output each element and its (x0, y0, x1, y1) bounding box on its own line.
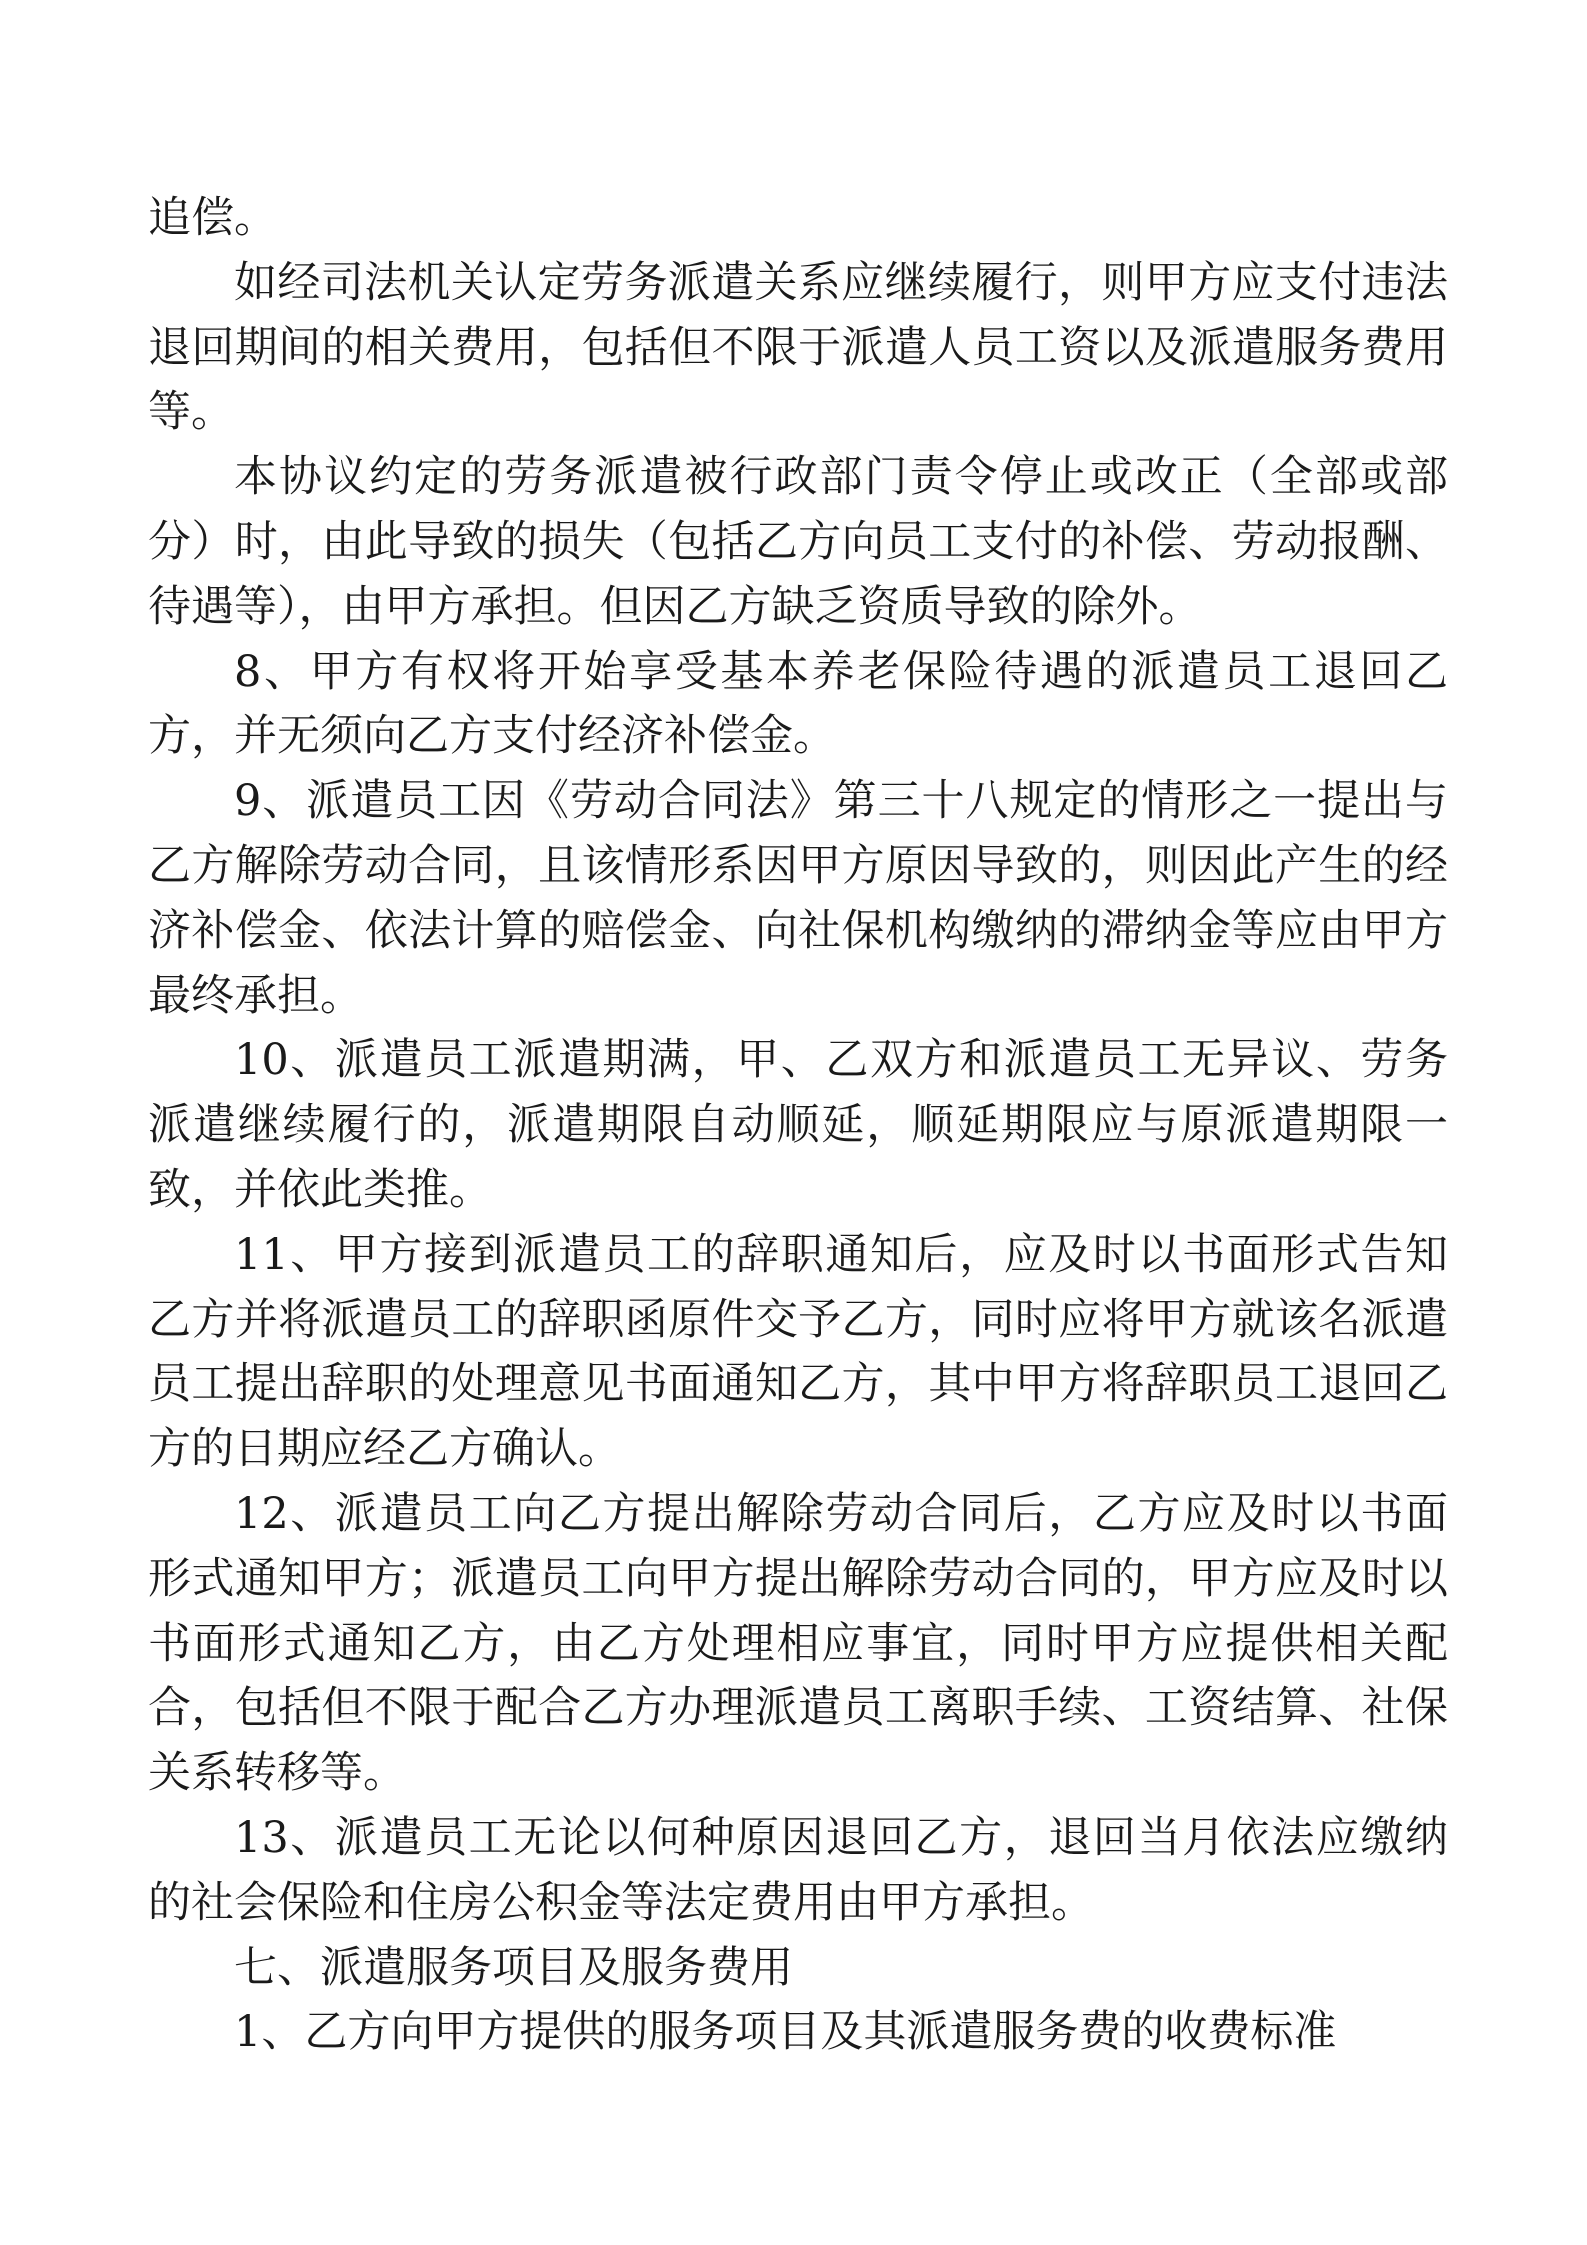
paragraph-judicial-continuation: 如经司法机关认定劳务派遣关系应继续履行，则甲方应支付违法退回期间的相关费用，包括但不限于派遣人员工资以及派遣服务费用等。 (148, 257, 1448, 438)
section-7-clause-1: 1、乙方向甲方提供的服务项目及其派遣服务费的收费标准 (234, 2007, 1337, 2058)
clause-11: 11、甲方接到派遣员工的辞职通知后，应及时以书面形式告知乙方并将派遣员工的辞职函原件交予乙方，同时应将甲方就该名派遣员工提出辞职的处理意见书面通知乙方，其中甲方将辞职员工退回乙方的日期应经乙方确认。 (148, 1229, 1448, 1475)
section-heading-7: 七、派遣服务项目及服务费用 (234, 1942, 793, 1993)
clause-8: 8、甲方有权将开始享受基本养老保险待遇的派遣员工退回乙方，并无须向乙方支付经济补偿金。 (148, 646, 1448, 762)
paragraph-administrative-order: 本协议约定的劳务派遣被行政部门责令停止或改正（全部或部分）时，由此导致的损失（包括乙方向员工支付的补偿、劳动报酬、待遇等），由甲方承担。但因乙方缺乏资质导致的除外。 (148, 452, 1448, 632)
clause-10: 10、派遣员工派遣期满，甲、乙双方和派遣员工无异议、劳务派遣继续履行的，派遣期限自动顺延，顺延期限应与原派遣期限一致，并依此类推。 (148, 1035, 1448, 1215)
clause-12: 12、派遣员工向乙方提出解除劳动合同后，乙方应及时以书面形式通知甲方；派遣员工向甲方提出解除劳动合同的，甲方应及时以书面形式通知乙方，由乙方处理相应事宜，同时甲方应提供相关配合，包括但不限于配合乙方办理派遣员工离职手续、工资结算、社保关系转移等。 (148, 1488, 1448, 1799)
clause-9: 9、派遣员工因《劳动合同法》第三十八规定的情形之一提出与乙方解除劳动合同，且该情形系因甲方原因导致的，则因此产生的经济补偿金、依法计算的赔偿金、向社保机构缴纳的滞纳金等应由甲方最终承担。 (148, 776, 1448, 1021)
clause-13: 13、派遣员工无论以何种原因退回乙方，退回当月依法应缴纳的社会保险和住房公积金等法定费用由甲方承担。 (148, 1812, 1448, 1928)
paragraph-continuation: 追偿。 (148, 193, 277, 243)
document-body (148, 186, 1448, 2065)
